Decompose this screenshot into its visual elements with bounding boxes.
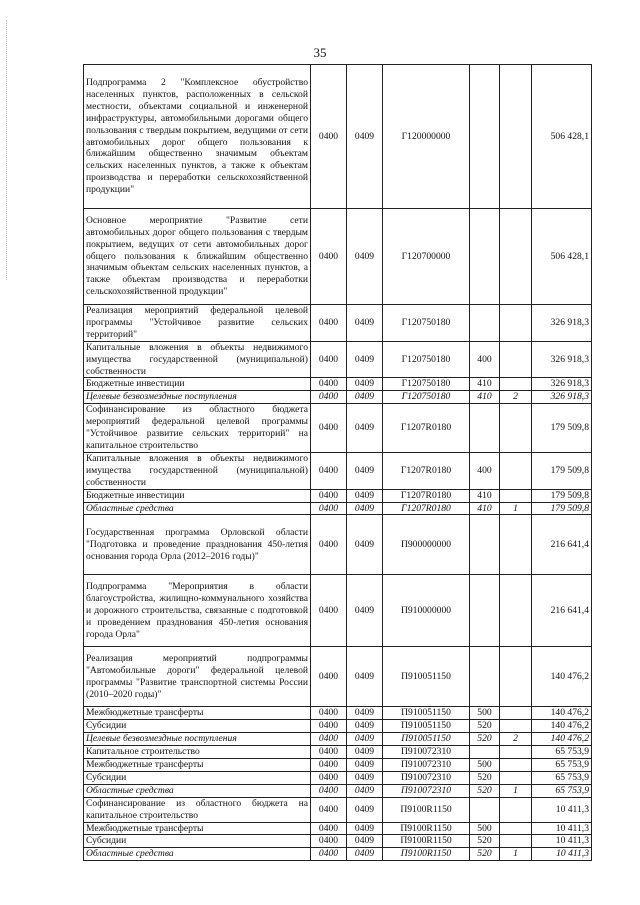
row-expense-type: 410 bbox=[470, 378, 500, 391]
row-section-code: 0400 bbox=[311, 452, 347, 489]
row-subsection-code: 0409 bbox=[347, 720, 383, 733]
table-row bbox=[84, 848, 592, 861]
row-section-code: 0400 bbox=[311, 835, 347, 848]
row-target-article: Г1207R0180 bbox=[383, 452, 470, 489]
row-name: Капитальные вложения в объекты недвижимого имущества государственной (муниципальной) собственности bbox=[84, 341, 311, 378]
row-subsection-code: 0409 bbox=[347, 797, 383, 822]
row-section-code: 0400 bbox=[311, 404, 347, 453]
table-row bbox=[84, 797, 592, 822]
row-expense-type: 500 bbox=[470, 707, 500, 720]
row-section-code: 0400 bbox=[311, 797, 347, 822]
row-name: Капитальные вложения в объекты недвижимого имущества государственной (муниципальной) собственности bbox=[84, 452, 311, 489]
row-amount: 65 753,9 bbox=[532, 771, 592, 784]
row-target-article: Г120000000 bbox=[383, 65, 470, 209]
row-expense-type: 410 bbox=[470, 391, 500, 404]
row-subsection-code: 0409 bbox=[347, 835, 383, 848]
row-amount: 179 509,8 bbox=[532, 404, 592, 453]
row-source-code bbox=[500, 575, 532, 647]
row-name: Подпрограмма 2 "Комплексное обустройство населенных пунктов, расположенных в сельской местности, объектами социальной и инженерной инфраструктуры, автомобильными дорогами общего пользования с твердым покрытием, ведущими от сети автомобильных дорог общего пользования к ближайшим общественно значимым объектам сельских населенных пунктов, а также к объектам производства и переработки сельскохозяйственной продукции" bbox=[84, 65, 311, 209]
table-row bbox=[84, 647, 592, 707]
row-expense-type: 410 bbox=[470, 502, 500, 515]
page-number: 35 bbox=[313, 45, 327, 60]
row-expense-type bbox=[470, 746, 500, 759]
row-subsection-code: 0409 bbox=[347, 759, 383, 772]
table-row bbox=[84, 65, 592, 209]
row-expense-type: 520 bbox=[470, 733, 500, 746]
row-amount: 179 509,8 bbox=[532, 502, 592, 515]
row-section-code: 0400 bbox=[311, 759, 347, 772]
row-amount: 65 753,9 bbox=[532, 759, 592, 772]
row-section-code: 0400 bbox=[311, 378, 347, 391]
row-amount: 140 476,2 bbox=[532, 720, 592, 733]
row-name: Областные средства bbox=[84, 848, 311, 861]
row-subsection-code: 0409 bbox=[347, 65, 383, 209]
row-source-code bbox=[500, 759, 532, 772]
table-row bbox=[84, 835, 592, 848]
row-target-article: Г120750180 bbox=[383, 341, 470, 378]
row-section-code: 0400 bbox=[311, 784, 347, 797]
table-row bbox=[84, 759, 592, 772]
row-amount: 10 411,3 bbox=[532, 797, 592, 822]
row-amount: 506 428,1 bbox=[532, 209, 592, 305]
row-name: Бюджетные инвестиции bbox=[84, 378, 311, 391]
row-source-code bbox=[500, 489, 532, 502]
row-section-code: 0400 bbox=[311, 771, 347, 784]
row-source-code bbox=[500, 707, 532, 720]
row-section-code: 0400 bbox=[311, 848, 347, 861]
row-source-code: 2 bbox=[500, 391, 532, 404]
row-subsection-code: 0409 bbox=[347, 489, 383, 502]
row-source-code bbox=[500, 452, 532, 489]
row-target-article: П900000000 bbox=[383, 515, 470, 575]
row-target-article: П9100R1150 bbox=[383, 835, 470, 848]
row-section-code: 0400 bbox=[311, 647, 347, 707]
row-amount: 326 918,3 bbox=[532, 391, 592, 404]
row-source-code bbox=[500, 515, 532, 575]
row-name: Областные средства bbox=[84, 502, 311, 515]
row-target-article: П910051150 bbox=[383, 720, 470, 733]
row-source-code bbox=[500, 209, 532, 305]
row-target-article: П910051150 bbox=[383, 733, 470, 746]
row-target-article: П910072310 bbox=[383, 746, 470, 759]
row-subsection-code: 0409 bbox=[347, 378, 383, 391]
table-row bbox=[84, 707, 592, 720]
table-row bbox=[84, 575, 592, 647]
row-source-code: 1 bbox=[500, 502, 532, 515]
row-amount: 326 918,3 bbox=[532, 341, 592, 378]
row-amount: 326 918,3 bbox=[532, 378, 592, 391]
row-target-article: Г120750180 bbox=[383, 378, 470, 391]
row-section-code: 0400 bbox=[311, 502, 347, 515]
row-target-article: П910051150 bbox=[383, 647, 470, 707]
row-section-code: 0400 bbox=[311, 733, 347, 746]
row-section-code: 0400 bbox=[311, 515, 347, 575]
row-amount: 506 428,1 bbox=[532, 65, 592, 209]
row-target-article: П9100R1150 bbox=[383, 822, 470, 835]
row-subsection-code: 0409 bbox=[347, 746, 383, 759]
row-name: Целевые безвозмездные поступления bbox=[84, 391, 311, 404]
row-name: Софинансирование из областного бюджета на капитальное строительство bbox=[84, 797, 311, 822]
row-expense-type: 500 bbox=[470, 822, 500, 835]
row-source-code bbox=[500, 404, 532, 453]
table-row bbox=[84, 822, 592, 835]
row-target-article: Г120700000 bbox=[383, 209, 470, 305]
row-target-article: Г120750180 bbox=[383, 305, 470, 342]
row-source-code: 1 bbox=[500, 848, 532, 861]
row-source-code: 1 bbox=[500, 784, 532, 797]
row-subsection-code: 0409 bbox=[347, 848, 383, 861]
row-source-code bbox=[500, 797, 532, 822]
row-amount: 179 509,8 bbox=[532, 452, 592, 489]
table-row bbox=[84, 515, 592, 575]
row-expense-type: 400 bbox=[470, 341, 500, 378]
row-amount: 140 476,2 bbox=[532, 707, 592, 720]
row-expense-type bbox=[470, 404, 500, 453]
row-name: Межбюджетные трансферты bbox=[84, 707, 311, 720]
row-expense-type: 520 bbox=[470, 784, 500, 797]
row-amount: 10 411,3 bbox=[532, 848, 592, 861]
row-source-code bbox=[500, 822, 532, 835]
table-row bbox=[84, 404, 592, 453]
row-source-code: 2 bbox=[500, 733, 532, 746]
row-name: Субсидии bbox=[84, 771, 311, 784]
row-target-article: П910000000 bbox=[383, 575, 470, 647]
row-section-code: 0400 bbox=[311, 305, 347, 342]
table-row bbox=[84, 341, 592, 378]
row-subsection-code: 0409 bbox=[347, 404, 383, 453]
row-subsection-code: 0409 bbox=[347, 771, 383, 784]
row-subsection-code: 0409 bbox=[347, 502, 383, 515]
row-subsection-code: 0409 bbox=[347, 822, 383, 835]
row-name: Реализация мероприятий федеральной целевой программы "Устойчивое развитие сельских территорий" bbox=[84, 305, 311, 342]
row-expense-type bbox=[470, 515, 500, 575]
table-row bbox=[84, 771, 592, 784]
row-source-code bbox=[500, 65, 532, 209]
row-name: Софинансирование из областного бюджета мероприятий федеральной целевой программы "Устойчивое развитие сельских территорий" на капитальное строительство bbox=[84, 404, 311, 453]
table-row bbox=[84, 746, 592, 759]
row-target-article: П910072310 bbox=[383, 759, 470, 772]
row-target-article: Г1207R0180 bbox=[383, 404, 470, 453]
row-target-article: П910072310 bbox=[383, 771, 470, 784]
row-section-code: 0400 bbox=[311, 65, 347, 209]
row-section-code: 0400 bbox=[311, 209, 347, 305]
budget-table bbox=[83, 64, 592, 861]
row-expense-type: 500 bbox=[470, 759, 500, 772]
row-subsection-code: 0409 bbox=[347, 575, 383, 647]
row-amount: 216 641,4 bbox=[532, 575, 592, 647]
row-target-article: П910072310 bbox=[383, 784, 470, 797]
row-amount: 140 476,2 bbox=[532, 647, 592, 707]
row-subsection-code: 0409 bbox=[347, 515, 383, 575]
row-subsection-code: 0409 bbox=[347, 707, 383, 720]
row-subsection-code: 0409 bbox=[347, 341, 383, 378]
row-target-article: П9100R1150 bbox=[383, 848, 470, 861]
table-row bbox=[84, 502, 592, 515]
row-source-code bbox=[500, 746, 532, 759]
row-subsection-code: 0409 bbox=[347, 647, 383, 707]
row-expense-type: 520 bbox=[470, 720, 500, 733]
row-target-article: Г1207R0180 bbox=[383, 502, 470, 515]
row-source-code bbox=[500, 771, 532, 784]
table-row bbox=[84, 305, 592, 342]
row-name: Капитальное строительство bbox=[84, 746, 311, 759]
row-expense-type bbox=[470, 575, 500, 647]
row-expense-type bbox=[470, 305, 500, 342]
row-name: Бюджетные инвестиции bbox=[84, 489, 311, 502]
row-expense-type: 400 bbox=[470, 452, 500, 489]
row-subsection-code: 0409 bbox=[347, 305, 383, 342]
row-name: Реализация мероприятий подпрограммы "Автомобильные дороги" федеральной целевой программы "Развитие транспортной системы России (2010–2020 годы)" bbox=[84, 647, 311, 707]
table-row bbox=[84, 452, 592, 489]
row-name: Подпрограмма "Мероприятия в области благоустройства, жилищно-коммунального хозяйства и дорожного строительства, связанные с подготовкой и проведением празднования 450-летия основания города Орла" bbox=[84, 575, 311, 647]
row-expense-type bbox=[470, 797, 500, 822]
row-name: Межбюджетные трансферты bbox=[84, 759, 311, 772]
row-subsection-code: 0409 bbox=[347, 209, 383, 305]
row-source-code bbox=[500, 647, 532, 707]
table-row bbox=[84, 733, 592, 746]
row-source-code bbox=[500, 305, 532, 342]
row-source-code bbox=[500, 378, 532, 391]
row-subsection-code: 0409 bbox=[347, 452, 383, 489]
row-amount: 10 411,3 bbox=[532, 835, 592, 848]
table-row bbox=[84, 720, 592, 733]
row-amount: 10 411,3 bbox=[532, 822, 592, 835]
budget-table-body bbox=[84, 65, 592, 861]
row-amount: 179 509,8 bbox=[532, 489, 592, 502]
row-section-code: 0400 bbox=[311, 575, 347, 647]
row-amount: 140 476,2 bbox=[532, 733, 592, 746]
table-row bbox=[84, 209, 592, 305]
row-name: Межбюджетные трансферты bbox=[84, 822, 311, 835]
row-name: Основное мероприятие "Развитие сети автомобильных дорог общего пользования с твердым покрытием, ведущих от сети автомобильных дорог общего пользования к ближайшим общественно значимым объектам сельских населенных пунктов, а также объектам производства и переработки сельскохозяйственной продукции" bbox=[84, 209, 311, 305]
row-name: Целевые безвозмездные поступления bbox=[84, 733, 311, 746]
row-target-article: Г120750180 bbox=[383, 391, 470, 404]
row-amount: 65 753,9 bbox=[532, 746, 592, 759]
row-expense-type: 410 bbox=[470, 489, 500, 502]
row-expense-type: 520 bbox=[470, 771, 500, 784]
row-expense-type bbox=[470, 647, 500, 707]
row-section-code: 0400 bbox=[311, 822, 347, 835]
row-expense-type bbox=[470, 209, 500, 305]
table-row bbox=[84, 489, 592, 502]
table-row bbox=[84, 391, 592, 404]
table-row bbox=[84, 378, 592, 391]
row-amount: 216 641,4 bbox=[532, 515, 592, 575]
row-expense-type: 520 bbox=[470, 848, 500, 861]
row-subsection-code: 0409 bbox=[347, 391, 383, 404]
row-amount: 65 753,9 bbox=[532, 784, 592, 797]
row-expense-type bbox=[470, 65, 500, 209]
row-name: Субсидии bbox=[84, 720, 311, 733]
row-section-code: 0400 bbox=[311, 489, 347, 502]
row-target-article: П910051150 bbox=[383, 707, 470, 720]
row-target-article: Г1207R0180 bbox=[383, 489, 470, 502]
row-section-code: 0400 bbox=[311, 341, 347, 378]
row-subsection-code: 0409 bbox=[347, 784, 383, 797]
row-section-code: 0400 bbox=[311, 391, 347, 404]
row-subsection-code: 0409 bbox=[347, 733, 383, 746]
row-target-article: П9100R1150 bbox=[383, 797, 470, 822]
row-section-code: 0400 bbox=[311, 707, 347, 720]
row-section-code: 0400 bbox=[311, 746, 347, 759]
row-name: Областные средства bbox=[84, 784, 311, 797]
row-source-code bbox=[500, 341, 532, 378]
row-name: Субсидии bbox=[84, 835, 311, 848]
row-amount: 326 918,3 bbox=[532, 305, 592, 342]
row-section-code: 0400 bbox=[311, 720, 347, 733]
row-expense-type: 520 bbox=[470, 835, 500, 848]
row-source-code bbox=[500, 835, 532, 848]
row-name: Государственная программа Орловской области "Подготовка и проведение празднования 450-летия основания города Орла (2012–2016 годы)" bbox=[84, 515, 311, 575]
row-source-code bbox=[500, 720, 532, 733]
table-row bbox=[84, 784, 592, 797]
